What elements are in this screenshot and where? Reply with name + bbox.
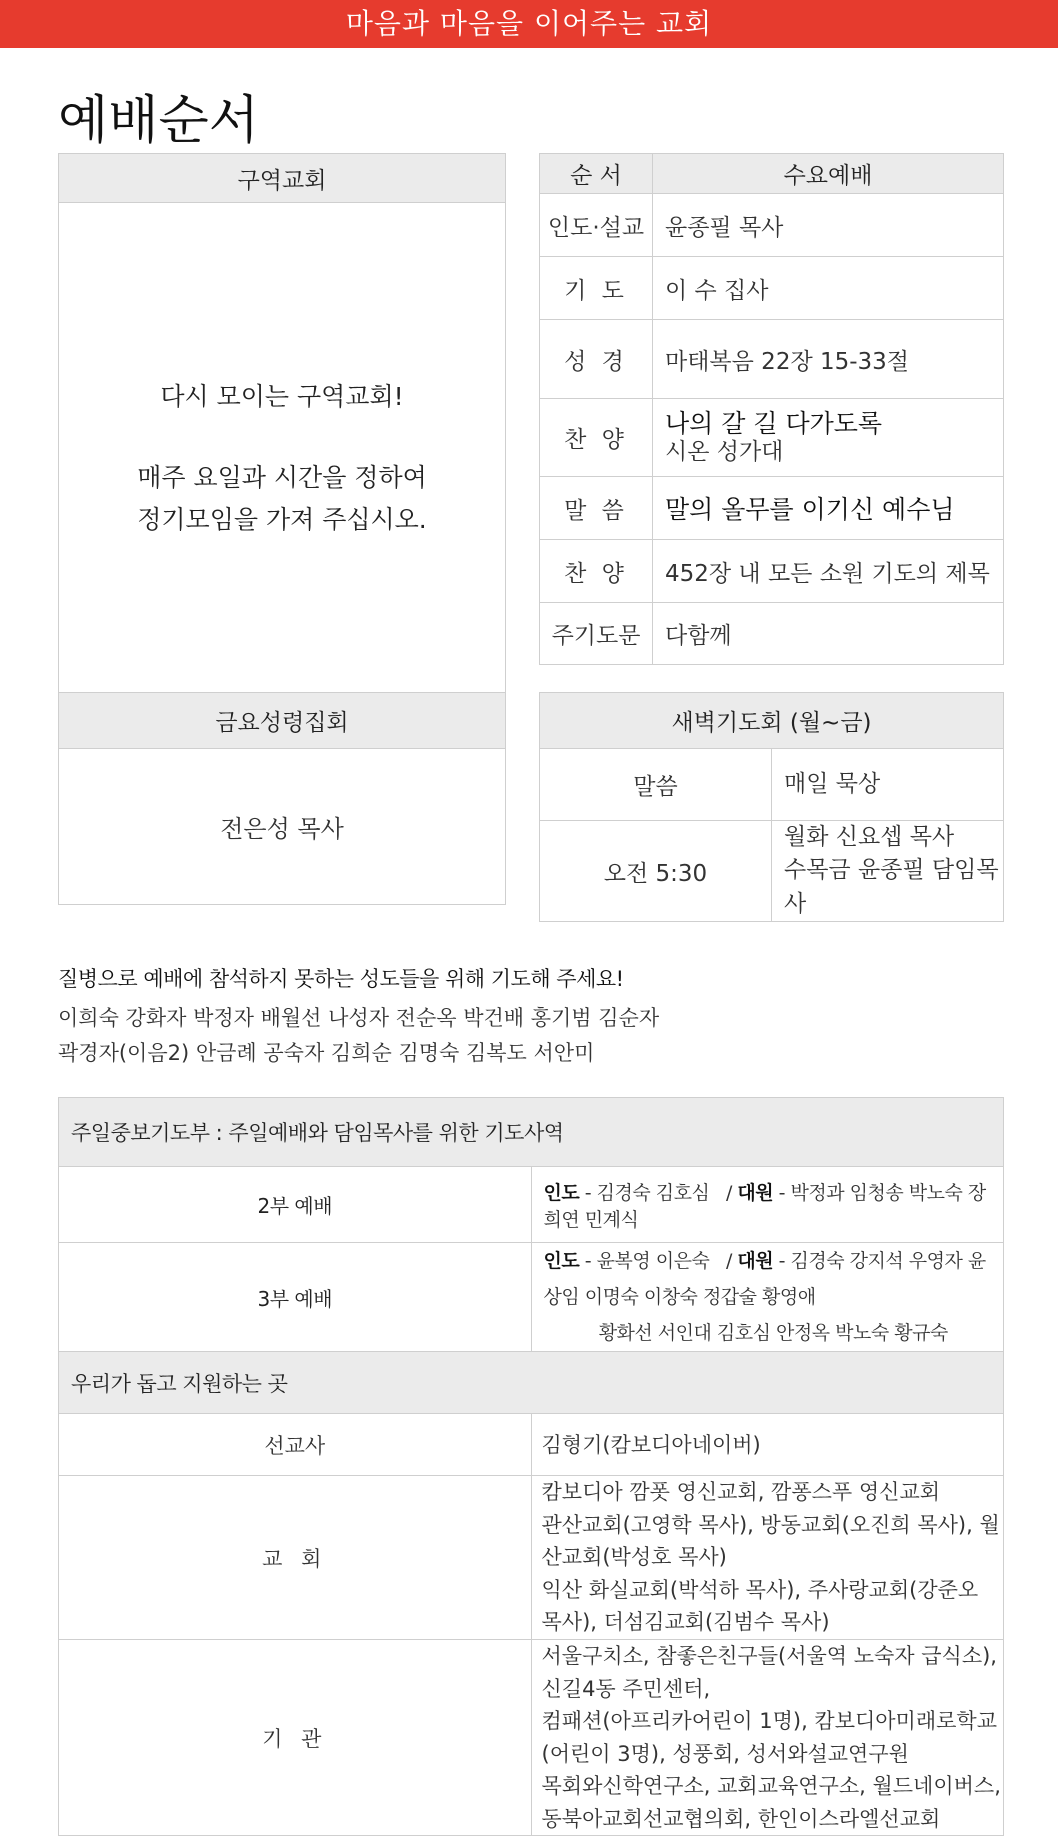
friday-speaker: 전은성 목사	[59, 749, 506, 905]
church-line: 익산 화실교회(박석하 목사), 주사랑교회(강준오 목사), 더섬김교회(김범수 목사)	[541, 1577, 979, 1635]
intercession-members: 인도 - 김경숙 김호심 / 대원 - 박정과 임청송 박노숙 장희연 민계식	[531, 1167, 1004, 1243]
prayer-names-1: 이희숙 강화자 박정자 배월선 나성자 전순옥 박건배 홍기범 김순자	[58, 1006, 660, 1030]
support-label: 기 관	[59, 1640, 532, 1836]
org-list	[531, 1640, 1004, 1836]
member-names: - 김경숙 강지석 우영자 윤상임 이명숙 이창숙 정갑술 황영애	[543, 1250, 986, 1309]
missionary-value: 김형기(캄보디아네이버)	[531, 1414, 1004, 1476]
area-church-header: 구역교회	[59, 154, 506, 203]
order-value	[653, 399, 1004, 477]
hymn-choir: 시온 성가대	[665, 438, 784, 465]
area-church-line2: 매주 요일과 시간을 정하여	[137, 463, 427, 493]
role-lead: 인도	[543, 1181, 580, 1204]
support-label: 교 회	[59, 1476, 532, 1640]
area-church-box	[58, 153, 506, 714]
friday-meeting-box	[58, 692, 506, 905]
dawn-value: 매일 묵상	[772, 749, 1004, 821]
order-label: 기 도	[540, 257, 653, 320]
church-list	[531, 1476, 1004, 1640]
service-label: 3부 예배	[59, 1243, 532, 1352]
dawn-label: 오전 5:30	[540, 821, 772, 922]
prayer-request-section	[58, 963, 1008, 1070]
prayer-names-2: 곽경자(이음2) 안금례 공숙자 김희순 김명숙 김복도 서안미	[58, 1040, 595, 1065]
intercession-members: 인도 - 윤복영 이은숙 / 대원 - 김경숙 강지석 우영자 윤상임 이명숙 이창숙 정갑술 황영애 황화선 서인대 김호심 안정옥 박노숙 황규숙	[531, 1243, 1004, 1352]
member-names: - 박정과 임청송 박노숙 장희연 민계식	[543, 1181, 986, 1231]
hymn-title: 나의 갈 길 다가도록	[665, 408, 883, 438]
service-label: 2부 예배	[59, 1167, 532, 1243]
friday-header: 금요성령집회	[59, 693, 506, 749]
top-banner: 마음과 마음을 이어주는 교회	[0, 0, 1058, 48]
church-line: 관산교회(고영학 목사), 방동교회(오진희 목사), 월산교회(박성호 목사)	[541, 1512, 1000, 1570]
prayer-heading: 질병으로 예배에 참석하지 못하는 성도들을 위해 기도해 주세요!	[58, 967, 624, 991]
order-label: 성 경	[540, 320, 653, 399]
area-church-line1: 다시 모이는 구역교회!	[160, 382, 404, 412]
page-title: 예배순서	[58, 91, 259, 151]
order-value: 윤종필 목사	[653, 194, 1004, 257]
sermon-title: 말의 올무를 이기신 예수님	[653, 477, 1004, 540]
order-value: 다함께	[653, 603, 1004, 665]
role-member: 대원	[737, 1181, 774, 1204]
wednesday-service-table	[539, 153, 1004, 665]
lead-names: - 김경숙 김호심	[579, 1181, 710, 1204]
intercession-header: 주일중보기도부 : 주일예배와 담임목사를 위한 기도사역	[59, 1098, 1004, 1167]
ministry-table	[58, 1097, 1004, 1836]
dawn-leader-1: 월화 신요셉 목사	[784, 824, 955, 850]
dawn-prayer-table	[539, 692, 1004, 922]
order-label: 인도·설교	[540, 194, 653, 257]
dawn-value	[772, 821, 1004, 922]
order-label: 찬 양	[540, 540, 653, 603]
church-line: 캄보디아 깜폿 영신교회, 깜퐁스푸 영신교회	[541, 1480, 941, 1505]
lead-names: - 윤복영 이은숙	[579, 1250, 710, 1272]
role-lead: 인도	[543, 1250, 580, 1272]
order-value: 마태복음 22장 15-33절	[653, 320, 1004, 399]
dawn-header: 새벽기도회 (월~금)	[540, 693, 1004, 749]
support-header: 우리가 돕고 지원하는 곳	[59, 1352, 1004, 1414]
support-label: 선교사	[59, 1414, 532, 1476]
order-value: 452장 내 모든 소원 기도의 제목	[653, 540, 1004, 603]
org-line: 컴패션(아프리카어린이 1명), 캄보디아미래로학교(어린이 3명), 성풍회, 성서와설교연구원	[541, 1709, 997, 1766]
service-header: 수요예배	[653, 154, 1004, 194]
dawn-label: 말씀	[540, 749, 772, 821]
order-value: 이 수 집사	[653, 257, 1004, 320]
dawn-leader-2: 수목금 윤종필 담임목사	[784, 857, 999, 917]
order-label: 찬 양	[540, 399, 653, 477]
order-header: 순 서	[540, 154, 653, 194]
order-label: 말 씀	[540, 477, 653, 540]
area-church-body	[59, 203, 506, 714]
area-church-line3: 정기모임을 가져 주십시오.	[137, 504, 427, 534]
org-line: 목회와신학연구소, 교회교육연구소, 월드네이버스, 동북아교회선교협의회, 한인이스라엘선교회	[541, 1774, 1001, 1831]
org-line: 서울구치소, 참좋은친구들(서울역 노숙자 급식소), 신길4동 주민센터,	[541, 1644, 997, 1701]
role-member: 대원	[737, 1250, 774, 1272]
order-label: 주기도문	[540, 603, 653, 665]
member-names-cont: 황화선 서인대 김호심 안정옥 박노숙 황규숙	[598, 1322, 948, 1345]
